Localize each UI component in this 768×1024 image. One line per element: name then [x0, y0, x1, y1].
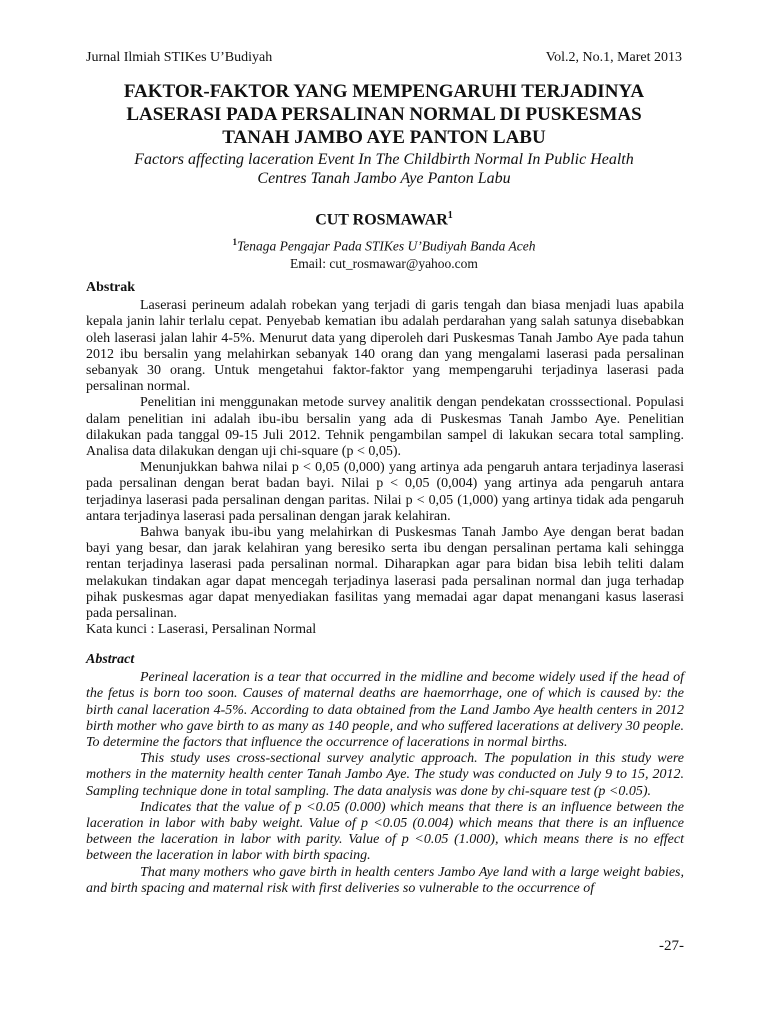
- title-line: LASERASI PADA PERSALINAN NORMAL DI PUSKESMAS: [126, 104, 642, 125]
- abstract-paragraph: Indicates that the value of p <0.05 (0.000) which means that there is an influence between the laceration in labor with baby weight. Value of p <0.05 (0.004) which means that there is an influence between the laceration in labor with parity. Value of p <0.05 (1.000), which means there is no effect between the laceration in labor with birth spacing.: [86, 799, 684, 864]
- abstract-section: [86, 652, 684, 897]
- abstract-paragraph: This study uses cross-sectional survey analytic approach. The population in this study were mothers in the maternity health center Tanah Jambo Aye. The study was conducted on July 9 to 15, 2012. Sampling technique done in total sampling. The data analysis was done by chi-square test (p <0.05).: [86, 751, 684, 799]
- paper-title: [70, 80, 698, 149]
- paper-subtitle: [70, 150, 698, 188]
- title-block: [70, 80, 698, 272]
- author-email: Email: cut_rosmawar@yahoo.com: [290, 255, 478, 271]
- affiliation-text: Tenaga Pengajar Pada STIKes U’Budiyah Banda Aceh: [237, 238, 536, 254]
- running-header: [86, 50, 682, 66]
- affiliation-mark: 1: [232, 237, 237, 248]
- subtitle-line: Factors affecting laceration Event In The Childbirth Normal In Public Health: [134, 151, 634, 168]
- page-number: -27-: [659, 938, 684, 954]
- abstract-heading: Abstract: [86, 652, 135, 667]
- affiliation: [70, 234, 698, 255]
- title-line: FAKTOR-FAKTOR YANG MEMPENGARUHI TERJADINYA: [123, 81, 645, 102]
- abstrak-paragraph: Bahwa banyak ibu-ibu yang melahirkan di Puskesmas Tanah Jambo Aye dengan berat badan bayi yang besar, dan jarak kelahiran yang beresiko serta ibu dengan persalinan pertama kali sehingga rentan terjadinya laserasi pada persalinan normal. Diharapkan agar para bidan bisa lebih teliti dalam melakukan tindakan agar dapat mencegah terjadinya laserasi pada persalinan normal dan juga terhadap pihak puskesmas agar dapat menyediakan fasilitas yang memadai agar dapat menangani kasus laserasi pada persalinan.: [86, 525, 684, 622]
- author: [70, 206, 698, 230]
- abstrak-heading: Abstrak: [86, 280, 136, 295]
- volume-info: Vol.2, No.1, Maret 2013: [545, 50, 682, 65]
- abstract-paragraph: That many mothers who gave birth in health centers Jambo Aye land with a large weight babies, and birth spacing and maternal risk with first deliveries so vulnerable to the occurrence of: [86, 864, 684, 896]
- abstrak-paragraph: Laserasi perineum adalah robekan yang terjadi di garis tengah dan biasa menjadi luas apabila kepala janin lahir terlalu cepat. Penyebab kematian ibu adalah perdarahan yang salah satunya disebabkan oleh laserasi jalan lahir 4-5%. Menurut data yang diperoleh dari Puskesmas Tanah Jambo Aye pada tahun 2012 ibu bersalin yang melahirkan sebanyak 140 orang dan yang mengalami laserasi pada persalinan sebanyak 30 orang. Untuk mengetahui faktor-faktor yang mempengaruhi terjadinya laserasi pada persalinan normal.: [86, 298, 684, 395]
- abstrak-paragraph: Penelitian ini menggunakan metode survey analitik dengan pendekatan crosssectional. Populasi dalam penelitian ini adalah ibu-ibu bersalin yang ada di Puskesmas Tanah Jambo Aye. Penelitian dilakukan pada tanggal 09-15 Juli 2012. Tehnik pengambilan sampel di lakukan secara total sampling. Analisa data dilakukan dengan uji chi-square (p < 0,05).: [86, 395, 684, 460]
- author-mark: 1: [447, 210, 453, 221]
- title-line: TANAH JAMBO AYE PANTON LABU: [222, 127, 546, 148]
- abstract-paragraph: Perineal laceration is a tear that occurred in the midline and become widely used if the head of the fetus is born too soon. Causes of maternal deaths are haemorrhage, one of which is caused by: the birth canal laceration 4-5%. According to data obtained from the Land Jambo Aye health centers in 2012 birth mother who gave birth to as many as 140 people, and who suffered lacerations at delivery 30 people. To determine the factors that influence the occurrence of lacerations in normal births.: [86, 670, 684, 751]
- keywords: Kata kunci : Laserasi, Persalinan Normal: [86, 622, 317, 638]
- journal-name: Jurnal Ilmiah STIKes U’Budiyah: [86, 50, 273, 65]
- author-name: CUT ROSMAWAR: [315, 211, 448, 229]
- abstrak-section: [86, 280, 684, 638]
- subtitle-line: Centres Tanah Jambo Aye Panton Labu: [257, 170, 511, 187]
- abstrak-paragraph: Menunjukkan bahwa nilai p < 0,05 (0,000) yang artinya ada pengaruh antara terjadinya laserasi pada persalinan dengan berat badan bayi. Nilai p < 0,05 (0,004) yang artinya ada pengaruh antara terjadinya laserasi pada persalinan dengan paritas. Nilai p < 0,05 (1,000) yang artinya tidak ada pengaruh antara terjadinya laserasi pada persalinan dengan jarak kelahiran.: [86, 460, 684, 524]
